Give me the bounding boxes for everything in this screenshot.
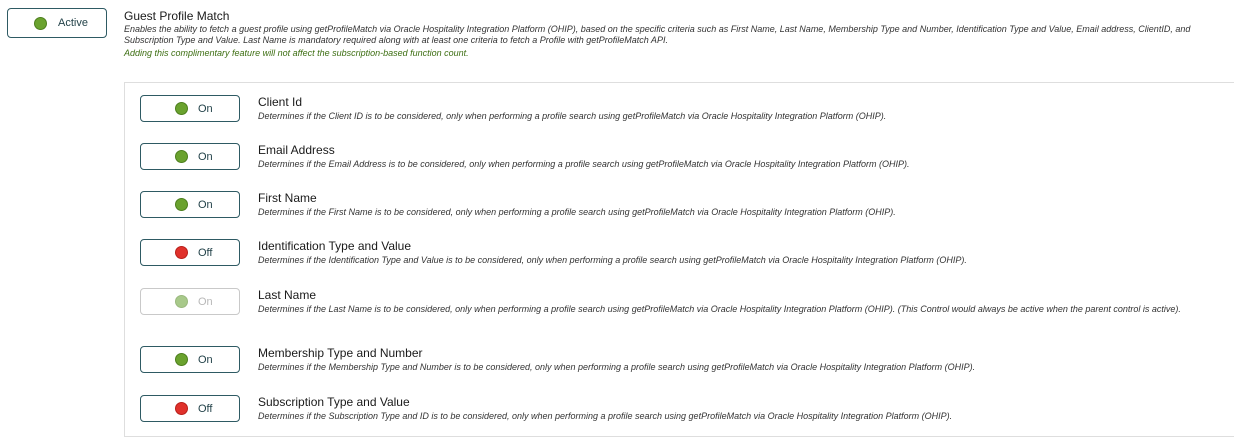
subscription-type-row [258,395,1218,422]
status-dot-icon [175,353,188,366]
identification-type-toggle[interactable] [140,239,240,266]
subscription-type-toggle[interactable] [140,395,240,422]
row-title: Client Id [258,95,303,109]
toggle-label: On [198,102,213,115]
toggle-label: Off [198,246,213,259]
last-name-row [258,288,1218,315]
toggle-label: On [198,198,213,211]
toggle-label: On [198,353,213,366]
row-title: Membership Type and Number [258,346,423,360]
status-dot-icon [175,246,188,259]
status-dot-icon [175,402,188,415]
row-description: Determines if the First Name is to be considered, only when performing a profile search using getProfileMatch via Oracle Hospitality Integration Platform (OHIP). [258,207,896,217]
status-dot-icon [175,295,188,308]
row-title: Identification Type and Value [258,239,411,253]
row-title: Last Name [258,288,317,302]
toggle-label: On [198,150,213,163]
status-dot-icon [175,150,188,163]
guest-profile-match-toggle[interactable] [7,8,107,38]
client-id-row [258,95,1218,122]
row-description: Determines if the Last Name is to be considered, only when performing a profile search using getProfileMatch via Oracle Hospitality Integration Platform (OHIP). (This Control would always be active when the parent control is active). [258,304,1181,314]
status-dot-icon [175,198,188,211]
row-description: Determines if the Identification Type and Value is to be considered, only when performing a profile search using getProfileMatch via Oracle Hospitality Integration Platform (OHIP). [258,255,967,265]
feature-note: Adding this complimentary feature will not affect the subscription-based function count. [124,48,469,58]
row-description: Determines if the Client ID is to be considered, only when performing a profile search using getProfileMatch via Oracle Hospitality Integration Platform (OHIP). [258,111,887,121]
row-description: Determines if the Membership Type and Number is to be considered, only when performing a profile search using getProfileMatch via Oracle Hospitality Integration Platform (OHIP). [258,362,976,372]
toggle-label: Off [198,402,213,415]
feature-header [124,9,1224,59]
toggle-label: Active [58,17,88,29]
row-title: Subscription Type and Value [258,395,410,409]
client-id-toggle[interactable] [140,95,240,122]
row-title: Email Address [258,143,335,157]
row-description: Determines if the Email Address is to be considered, only when performing a profile search using getProfileMatch via Oracle Hospitality Integration Platform (OHIP). [258,159,910,169]
row-title: First Name [258,191,317,205]
status-dot-icon [175,102,188,115]
feature-description: Enables the ability to fetch a guest profile using getProfileMatch via Oracle Hospitality Integration Platform (OHIP), based on the specific criteria such as First Name, Last Name, Membership Type and Number, Identification Type and Value, Email address, ClientID, and Subscription Type and Value. Last Name is mandatory required along with at least one criteria to fetch a Profile with getProfileMatch API. [124,24,1191,45]
first-name-toggle[interactable] [140,191,240,218]
toggle-label: On [198,295,213,308]
identification-type-row [258,239,1218,266]
email-address-row [258,143,1218,170]
status-dot-icon [34,17,47,30]
membership-type-toggle[interactable] [140,346,240,373]
last-name-toggle [140,288,240,315]
membership-type-row [258,346,1218,373]
row-description: Determines if the Subscription Type and ID is to be considered, only when performing a profile search using getProfileMatch via Oracle Hospitality Integration Platform (OHIP). [258,411,953,421]
first-name-row [258,191,1218,218]
feature-title: Guest Profile Match [124,9,230,23]
email-address-toggle[interactable] [140,143,240,170]
